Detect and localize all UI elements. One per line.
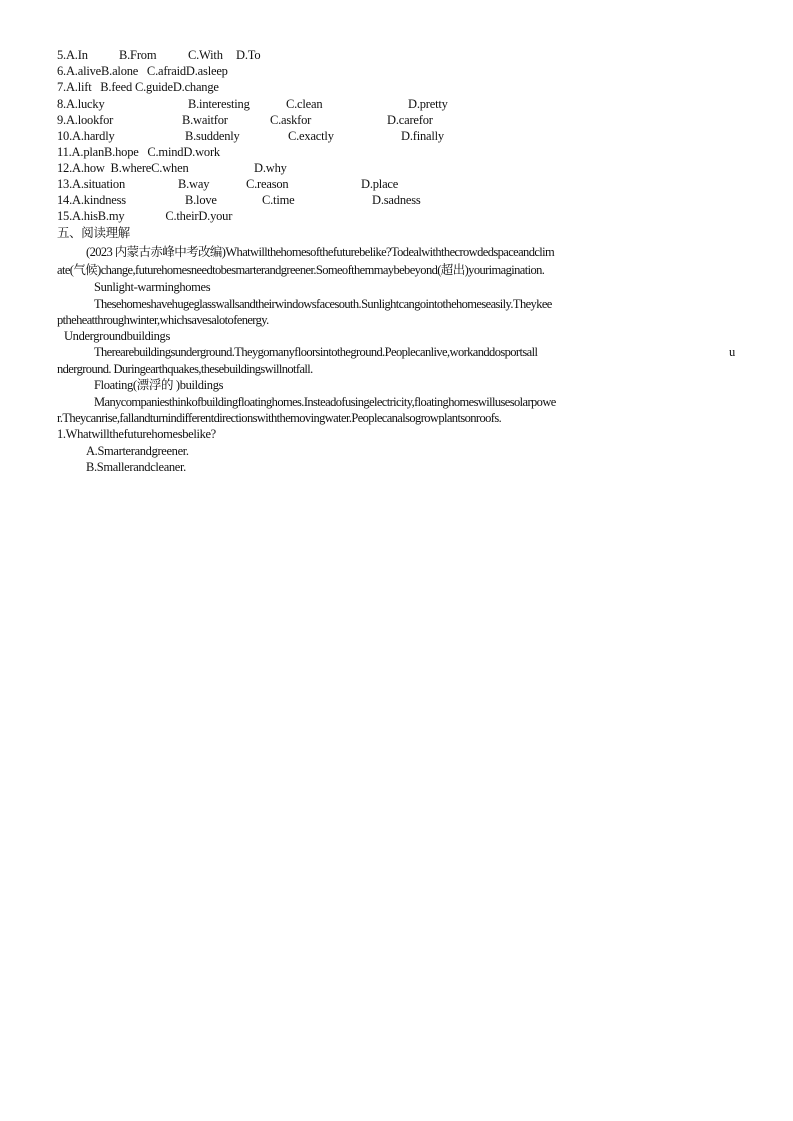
paragraph-line: Manycompaniesthinkofbuildingfloatinghomes.Insteadofusingelectricity,floatinghomeswillusesolarpowe [94, 395, 556, 409]
option-b: B.interesting [188, 97, 250, 111]
option-a: 14.A.kindness [57, 193, 126, 207]
subheading-floating: Floating(漂浮的 )buildings [94, 378, 224, 392]
paragraph-line: nderground. Duringearthquakes,thesebuildingswillnotfall. [57, 362, 313, 376]
option-c: C.reason [246, 177, 289, 191]
option-b: B.From [119, 48, 157, 62]
subheading-sunlight: Sunlight-warminghomes [94, 280, 211, 294]
section-title: 五、阅读理解 [57, 226, 130, 240]
paragraph-line: Therearebuildingsunderground.Theygomanyfloorsintotheground.Peoplecanlive,workanddosportsall [94, 345, 538, 359]
option-d: D.sadness [372, 193, 421, 207]
passage-intro-line: (2023 内蒙古赤峰中考改编)Whatwillthehomesofthefuturebelike?Todealwiththecrowdedspaceandclim [86, 245, 555, 259]
option-a: 10.A.hardly [57, 129, 115, 143]
paragraph-line-fragment: u [729, 345, 735, 359]
paragraph-line: Thesehomeshavehugeglasswallsandtheirwindowsfacesouth.Sunlightcangointothehomeseasily.Theykee [94, 297, 552, 311]
option-line: 6.A.aliveB.alone C.afraidD.asleep [57, 64, 228, 78]
option-b: B.way [178, 177, 210, 191]
option-b: B.love [185, 193, 217, 207]
choice-a: A.Smarterandgreener. [86, 444, 189, 458]
passage-intro-line: ate(气候)change,futurehomesneedtobesmarterandgreener.Someofthemmaybebeyond(超出)yourimagination. [57, 263, 545, 277]
paragraph-line: ptheheatthroughwinter,whichsavesalotofenergy. [57, 313, 269, 327]
option-a: 13.A.situation [57, 177, 126, 191]
option-line: 7.A.lift B.feed C.guideD.change [57, 80, 219, 94]
option-line: 15.A.hisB.my C.theirD.your [57, 209, 233, 223]
option-c: C.exactly [288, 129, 334, 143]
subheading-underground: Undergroundbuildings [64, 329, 170, 343]
choice-b: B.Smallerandcleaner. [86, 460, 186, 474]
option-a: 9.A.lookfor [57, 113, 114, 127]
option-d: D.pretty [408, 97, 448, 111]
paragraph-line: r.Theycanrise,fallandturnindifferentdirectionswiththemovingwater.Peoplecanalsogrowplantsonroofs. [57, 411, 502, 425]
option-c: C.time [262, 193, 295, 207]
option-d: D.To [236, 48, 261, 62]
option-b: B.suddenly [185, 129, 240, 143]
option-line: 11.A.planB.hope C.mindD.work [57, 145, 220, 159]
option-d: D.carefor [387, 113, 433, 127]
option-a: 12.A.how B.whereC.when [57, 161, 189, 175]
question-stem: 1.Whatwillthefuturehomesbelike? [57, 427, 216, 441]
option-c: C.With [188, 48, 223, 62]
option-d: D.place [361, 177, 399, 191]
option-d: D.why [254, 161, 287, 175]
option-b: B.waitfor [182, 113, 228, 127]
option-c: C.askfor [270, 113, 312, 127]
option-d: D.finally [401, 129, 444, 143]
option-c: C.clean [286, 97, 323, 111]
option-a: 5.A.In [57, 48, 88, 62]
option-a: 8.A.lucky [57, 97, 105, 111]
